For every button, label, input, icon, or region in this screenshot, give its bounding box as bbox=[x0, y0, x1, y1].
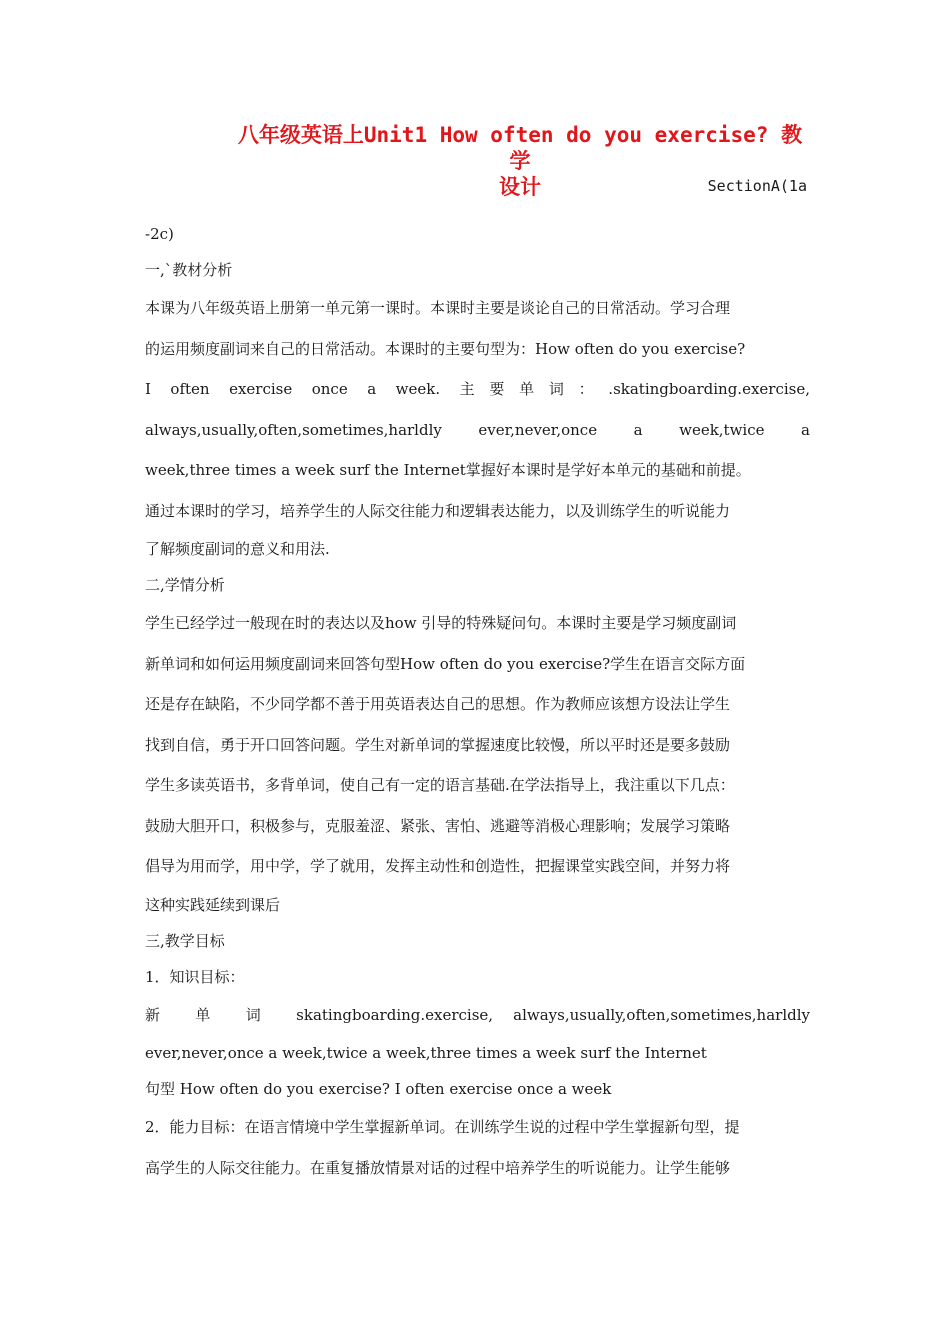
text-line: always,usually,often,sometimes,harldly ever,never,once a week,twice a bbox=[145, 420, 810, 439]
heading-student-analysis: 二,学情分析 bbox=[145, 576, 225, 594]
text-line: 还是存在缺陷，不少同学都不善于用英语表达自己的思想。作为教师应该想方设法让学生 bbox=[145, 695, 731, 713]
text-line: 的运用频度副词来自己的日常活动。本课时的主要句型为：How often do you exercise? bbox=[145, 339, 746, 358]
body-text bbox=[145, 216, 810, 1188]
text-line: 句型 How often do you exercise? I often exercise once a week bbox=[145, 1080, 612, 1098]
heading-analysis: 一,`教材分析 bbox=[145, 261, 233, 279]
text-line: 鼓励大胆开口，积极参与，克服羞涩、紧张、害怕、逃避等消极心理影响；发展学习策略 bbox=[145, 816, 731, 835]
text-line: week,three times a week surf the Internet掌握好本课时是学好本单元的基础和前提。 bbox=[145, 461, 751, 479]
text-line: 学生多读英语书，多背单词，使自己有一定的语言基础.在学法指导上，我注重以下几点： bbox=[145, 776, 735, 794]
text-line: 了解频度副词的意义和用法. bbox=[145, 540, 330, 558]
text-line: I often exercise once a week. 主要单词：.skatingboarding.exercise, bbox=[145, 380, 810, 398]
text-line: 新单词和如何运用频度副词来回答句型How often do you exercise?学生在语言交际方面 bbox=[145, 654, 746, 673]
ability-goal-line: 2．能力目标：在语言情境中学生掌握新单词。在训练学生说的过程中学生掌握新句型，提 bbox=[145, 1118, 740, 1136]
text-line: 新 单 词 skatingboarding.exercise, always,usually,often,sometimes,harldly bbox=[145, 1005, 810, 1024]
text-line: 通过本课时的学习，培养学生的人际交往能力和逻辑表达能力，以及训练学生的听说能力 bbox=[145, 501, 731, 520]
title-line-1: 八年级英语上Unit1 How often do you exercise? 教学 bbox=[237, 123, 803, 173]
knowledge-goal-label: 1．知识目标： bbox=[145, 967, 245, 986]
text-line: 学生已经学过一般现在时的表达以及how 引导的特殊疑问句。本课时主要是学习频度副词 bbox=[145, 614, 737, 632]
text-line: 本课为八年级英语上册第一单元第一课时。本课时主要是谈论自己的日常活动。学习合理 bbox=[145, 299, 731, 317]
text-line: 这种实践延续到课后 bbox=[145, 895, 281, 914]
text-line: 高学生的人际交往能力。在重复播放情景对话的过程中培养学生的听说能力。让学生能够 bbox=[145, 1158, 731, 1177]
text-line: -2c) bbox=[145, 225, 174, 243]
heading-teaching-goals: 三,教学目标 bbox=[145, 931, 225, 950]
text-line: 倡导为用而学，用中学，学了就用，发挥主动性和创造性，把握课堂实践空间，并努力将 bbox=[145, 857, 731, 875]
title-line-2: 设计 bbox=[499, 175, 541, 199]
text-line: ever,never,once a week,twice a week,three times a week surf the Internet bbox=[145, 1044, 707, 1062]
section-tag: SectionA(1a bbox=[707, 177, 807, 195]
text-line: 找到自信，勇于开口回答问题。学生对新单词的掌握速度比较慢，所以平时还是要多鼓励 bbox=[145, 735, 731, 754]
